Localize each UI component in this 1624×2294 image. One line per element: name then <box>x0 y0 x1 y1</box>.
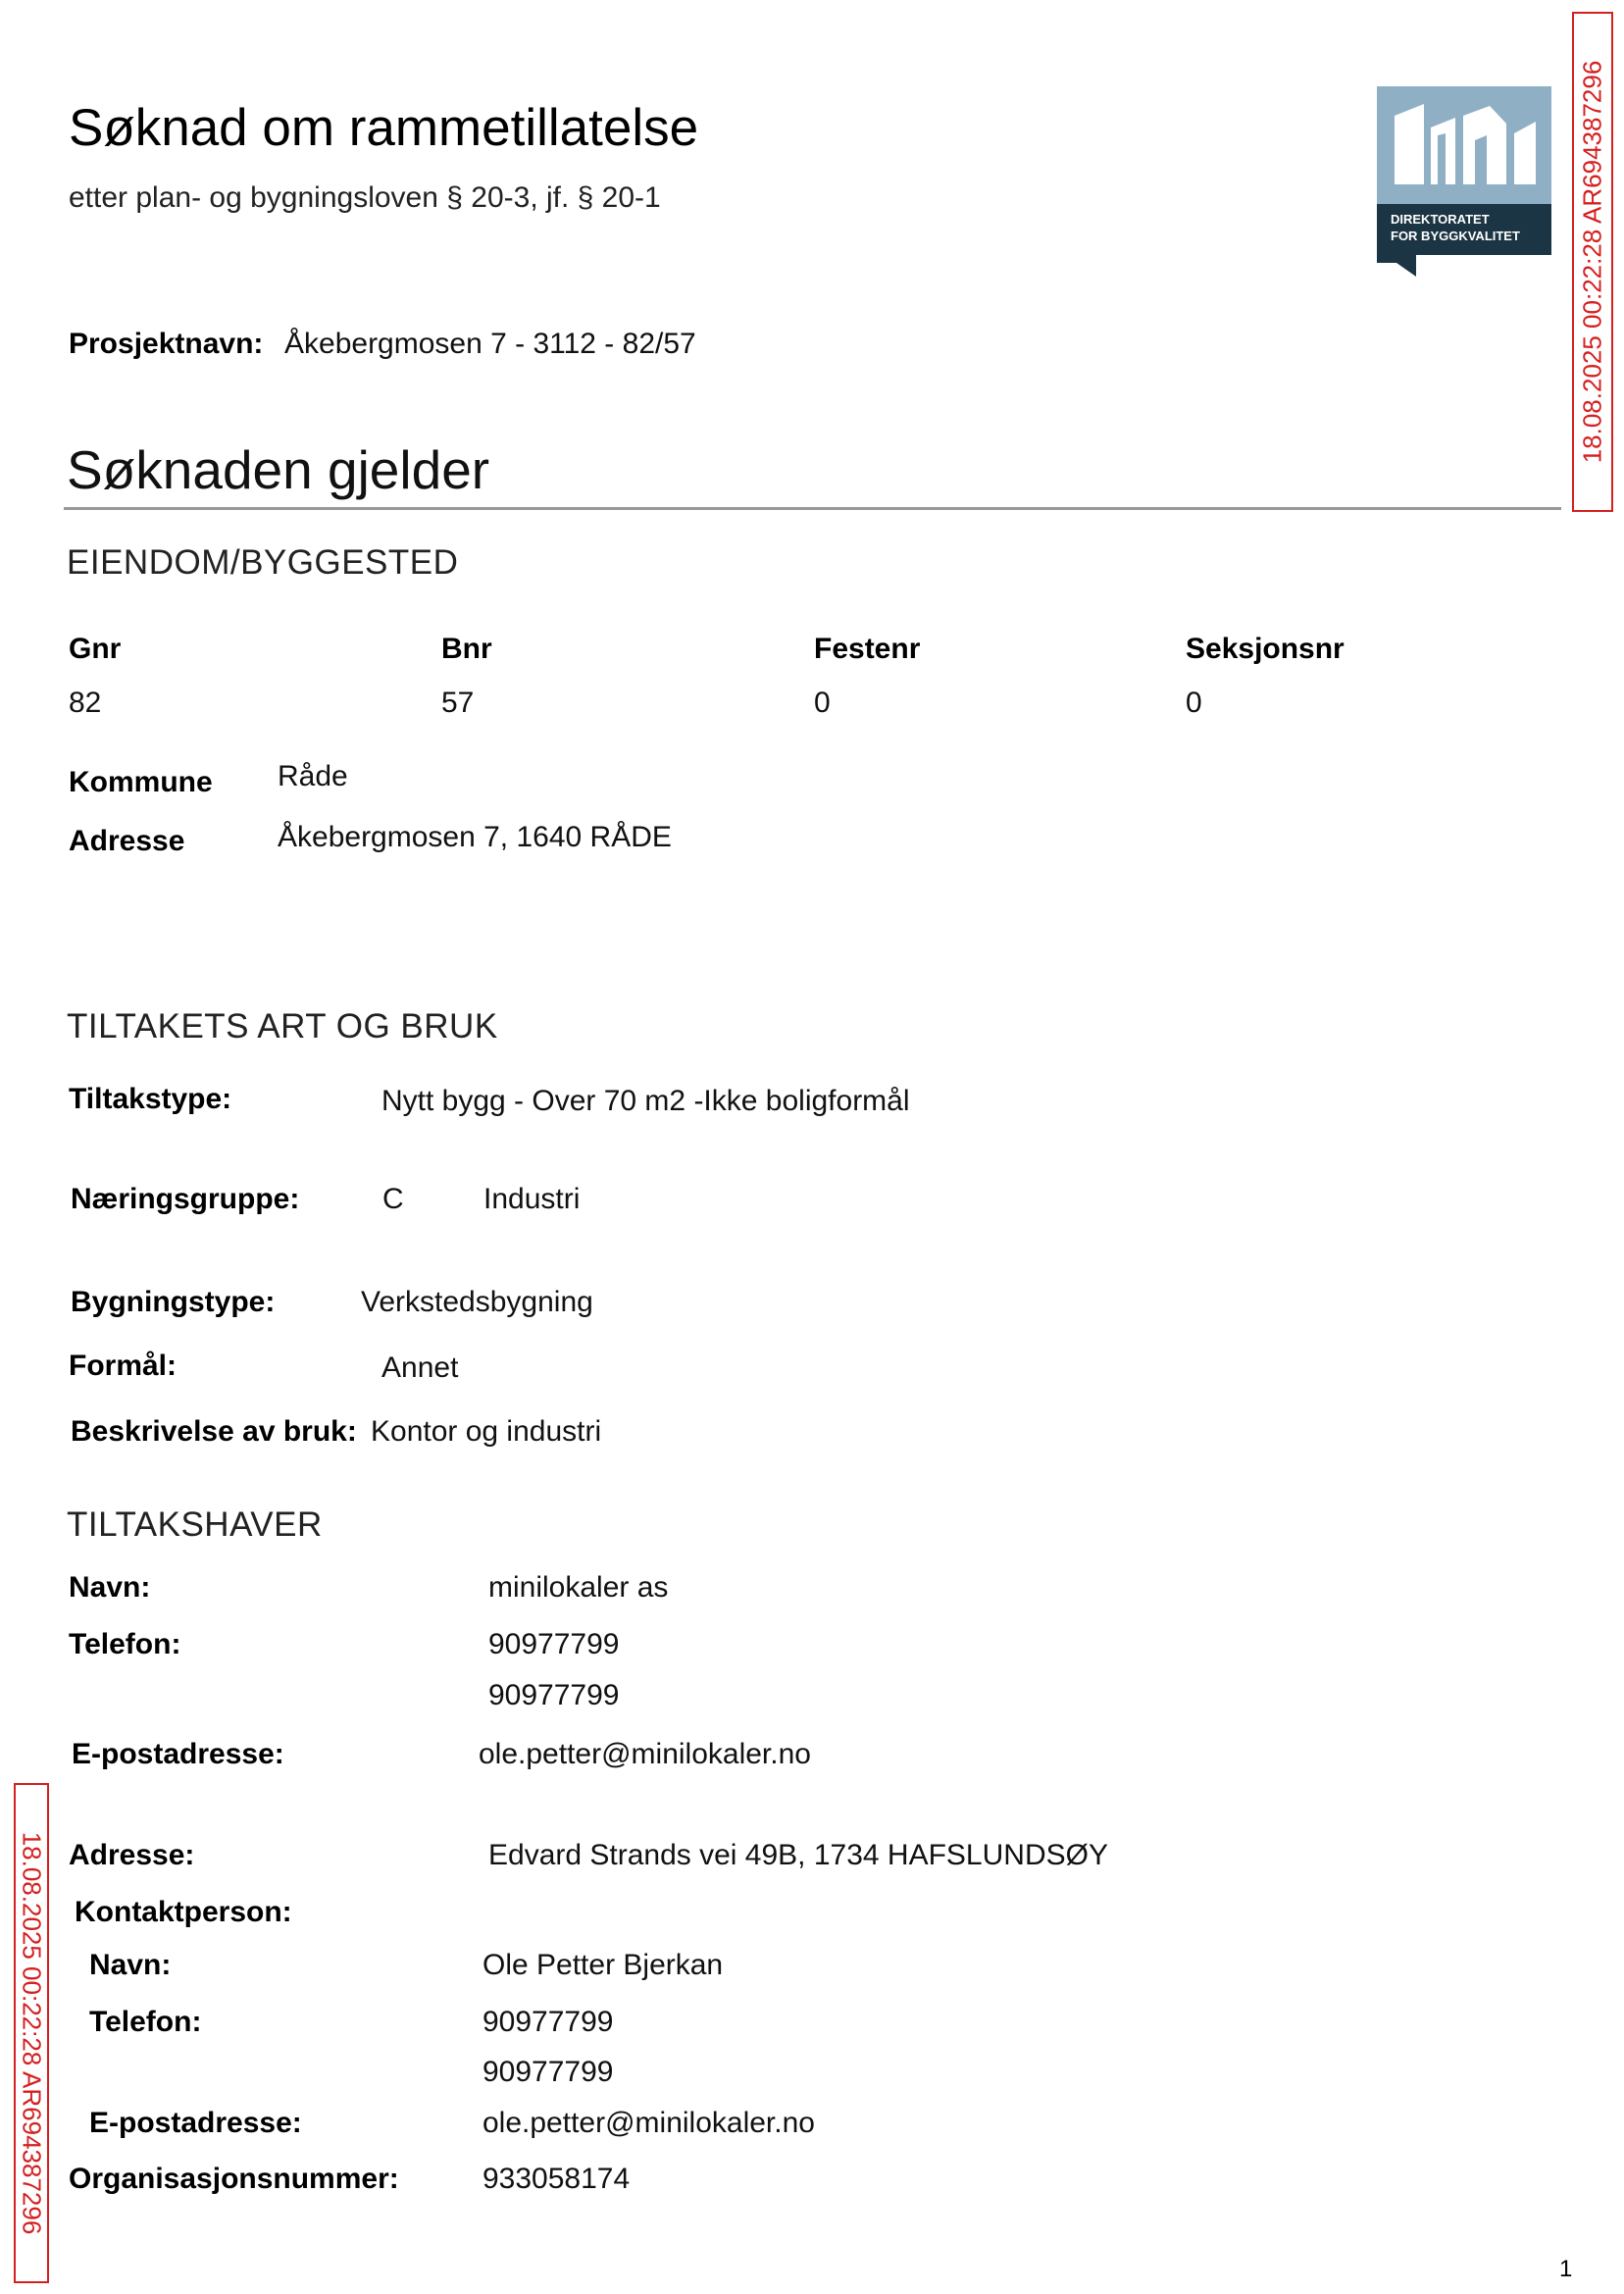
seksjonsnr-label: Seksjonsnr <box>1186 633 1345 665</box>
kontakt-navn-value: Ole Petter Bjerkan <box>482 1949 724 1981</box>
orgnr-value: 933058174 <box>482 2163 631 2195</box>
tiltakstype-value: Nytt bygg - Over 70 m2 -Ikke boligformål <box>381 1085 910 1117</box>
naeringsgruppe-value: Industri <box>483 1183 581 1215</box>
epost-value: ole.petter@minilokaler.no <box>479 1738 811 1770</box>
adresse-label: Adresse <box>69 825 185 857</box>
kontakt-navn-label: Navn: <box>89 1949 172 1981</box>
page-title: Søknad om rammetillatelse <box>69 99 699 157</box>
kontakt-epost-label: E-postadresse: <box>89 2107 302 2139</box>
kontakt-telefon-value-1: 90977799 <box>482 2006 614 2038</box>
logo-line2: FOR BYGGKVALITET <box>1391 229 1520 243</box>
kontakt-telefon-label: Telefon: <box>89 2006 202 2038</box>
bnr-label: Bnr <box>441 633 492 665</box>
bruk-value: Kontor og industri <box>371 1415 602 1448</box>
tiltakshaver-heading: TILTAKSHAVER <box>67 1505 323 1544</box>
kommune-value: Råde <box>278 760 348 792</box>
seksjonsnr-value: 0 <box>1186 687 1202 719</box>
bygningstype-label: Bygningstype: <box>71 1286 276 1318</box>
eiendom-heading: EIENDOM/BYGGESTED <box>67 543 459 582</box>
orgnr-label: Organisasjonsnummer: <box>69 2163 399 2195</box>
naeringsgruppe-label: Næringsgruppe: <box>71 1183 300 1215</box>
dibk-logo <box>1377 86 1551 277</box>
page-number: 1 <box>1559 2256 1573 2282</box>
telefon-value-1: 90977799 <box>488 1628 620 1660</box>
bygningstype-value: Verkstedsbygning <box>361 1286 593 1318</box>
th-adresse-label: Adresse: <box>69 1839 195 1871</box>
telefon-value-2: 90977799 <box>488 1679 620 1711</box>
telefon-label: Telefon: <box>69 1628 181 1660</box>
tiltak-heading: TILTAKETS ART OG BRUK <box>67 1007 498 1045</box>
adresse-value: Åkebergmosen 7, 1640 RÅDE <box>278 821 672 853</box>
kontakt-telefon-value-2: 90977799 <box>482 2056 614 2088</box>
project-value: Åkebergmosen 7 - 3112 - 82/57 <box>284 328 696 360</box>
section-divider <box>64 507 1561 510</box>
gnr-value: 82 <box>69 687 102 719</box>
festenr-label: Festenr <box>814 633 921 665</box>
project-label: Prosjektnavn: <box>69 328 264 360</box>
tiltakstype-label: Tiltakstype: <box>69 1083 232 1115</box>
page-subtitle: etter plan- og bygningsloven § 20-3, jf. § 20-1 <box>69 181 661 214</box>
bruk-label: Beskrivelse av bruk: <box>71 1415 357 1448</box>
archive-stamp-bottom <box>14 1783 49 2283</box>
section-heading: Søknaden gjelder <box>67 439 490 500</box>
formal-value: Annet <box>381 1351 459 1384</box>
navn-value: minilokaler as <box>488 1571 669 1604</box>
logo-line1: DIREKTORATET <box>1391 212 1490 227</box>
formal-label: Formål: <box>69 1350 178 1382</box>
kommune-label: Kommune <box>69 766 213 798</box>
kontakt-epost-value: ole.petter@minilokaler.no <box>482 2107 815 2139</box>
archive-stamp-text: 18.08.2025 00:22:28 AR694387296 <box>1577 60 1607 464</box>
navn-label: Navn: <box>69 1571 151 1604</box>
th-adresse-value: Edvard Strands vei 49B, 1734 HAFSLUNDSØY <box>488 1839 1108 1871</box>
archive-stamp-text: 18.08.2025 00:22:28 AR694387296 <box>17 1831 47 2235</box>
kontaktperson-label: Kontaktperson: <box>75 1896 292 1928</box>
bnr-value: 57 <box>441 687 475 719</box>
naeringsgruppe-code: C <box>382 1183 404 1215</box>
gnr-label: Gnr <box>69 633 122 665</box>
archive-stamp-top <box>1572 12 1613 512</box>
epost-label: E-postadresse: <box>72 1738 284 1770</box>
festenr-value: 0 <box>814 687 831 719</box>
